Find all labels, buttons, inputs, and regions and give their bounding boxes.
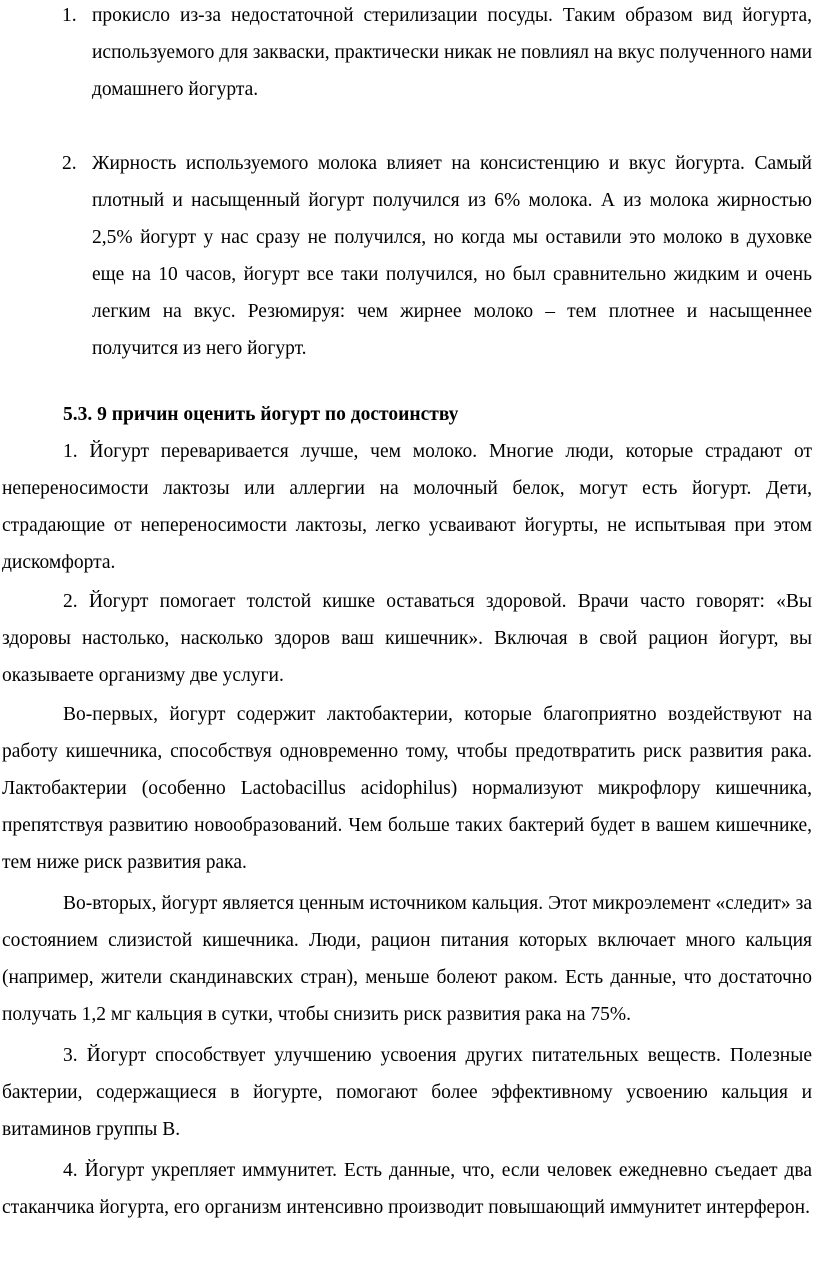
paragraph: 1. Йогурт переваривается лучше, чем молоко. Многие люди, которые страдают от непереносимости лактозы или аллергии на молочный белок, могут есть йогурт. Дети, страдающие от непереносимости лактозы, легко усваивают йогурты, не испытывая при этом дискомфорта.	[2, 441, 812, 573]
numbered-list	[62, 0, 812, 367]
list-item-text: прокисло из-за недостаточной стерилизации посуды. Таким образом вид йогурта, используемого для закваски, практически никак не повлиял на вкус полученного нами домашнего йогурта.	[92, 5, 813, 100]
document-body	[2, 396, 812, 1226]
list-item-text: Жирность используемого молока влияет на консистенцию и вкус йогурта. Самый плотный и насыщенный йогурт получился из 6% молока. А из молока жирностью 2,5% йогурт у нас сразу не получился, но когда мы оставили это молоко в духовке еще на 10 часов, йогурт все таки получился, но был сравнительно жидким и очень легким на вкус. Резюмируя: чем жирнее молоко – тем плотнее и насыщеннее получится из него йогурт.	[92, 153, 812, 359]
list-item-number: 1.	[62, 5, 77, 26]
section-heading: 5.3. 9 причин оценить йогурт по достоинству	[63, 404, 459, 425]
list-item	[62, 145, 812, 367]
paragraph: Во-первых, йогурт содержит лактобактерии, которые благоприятно воздействуют на работу кишечника, способствуя одновременно тому, чтобы предотвратить риск развития рака. Лактобактерии (особенно Lactobacillus acidophilus) нормализуют микрофлору кишечника, препятствуя развитию новообразований. Чем больше таких бактерий будет в вашем кишечнике, тем ниже риск развития рака.	[2, 704, 812, 873]
paragraph: 4. Йогурт укрепляет иммунитет. Есть данные, что, если человек ежедневно съедает два стаканчика йогурта, его организм интенсивно производит повышающий иммунитет интерферон.	[2, 1160, 812, 1218]
paragraph: 3. Йогурт способствует улучшению усвоения других питательных веществ. Полезные бактерии, содержащиеся в йогурте, помогают более эффективному усвоению кальция и витаминов группы В.	[2, 1045, 812, 1140]
paragraph: Во-вторых, йогурт является ценным источником кальция. Этот микроэлемент «следит» за состоянием слизистой кишечника. Люди, рацион питания которых включает много кальция (например, жители скандинавских стран), меньше болеют раком. Есть данные, что достаточно получать 1,2 мг кальция в сутки, чтобы снизить риск развития рака на 75%.	[2, 893, 812, 1025]
list-item	[62, 0, 812, 108]
paragraph: 2. Йогурт помогает толстой кишке оставаться здоровой. Врачи часто говорят: «Вы здоровы настолько, насколько здоров ваш кишечник». Включая в свой рацион йогурт, вы оказываете организму две услуги.	[2, 591, 812, 686]
list-item-number: 2.	[62, 153, 77, 174]
